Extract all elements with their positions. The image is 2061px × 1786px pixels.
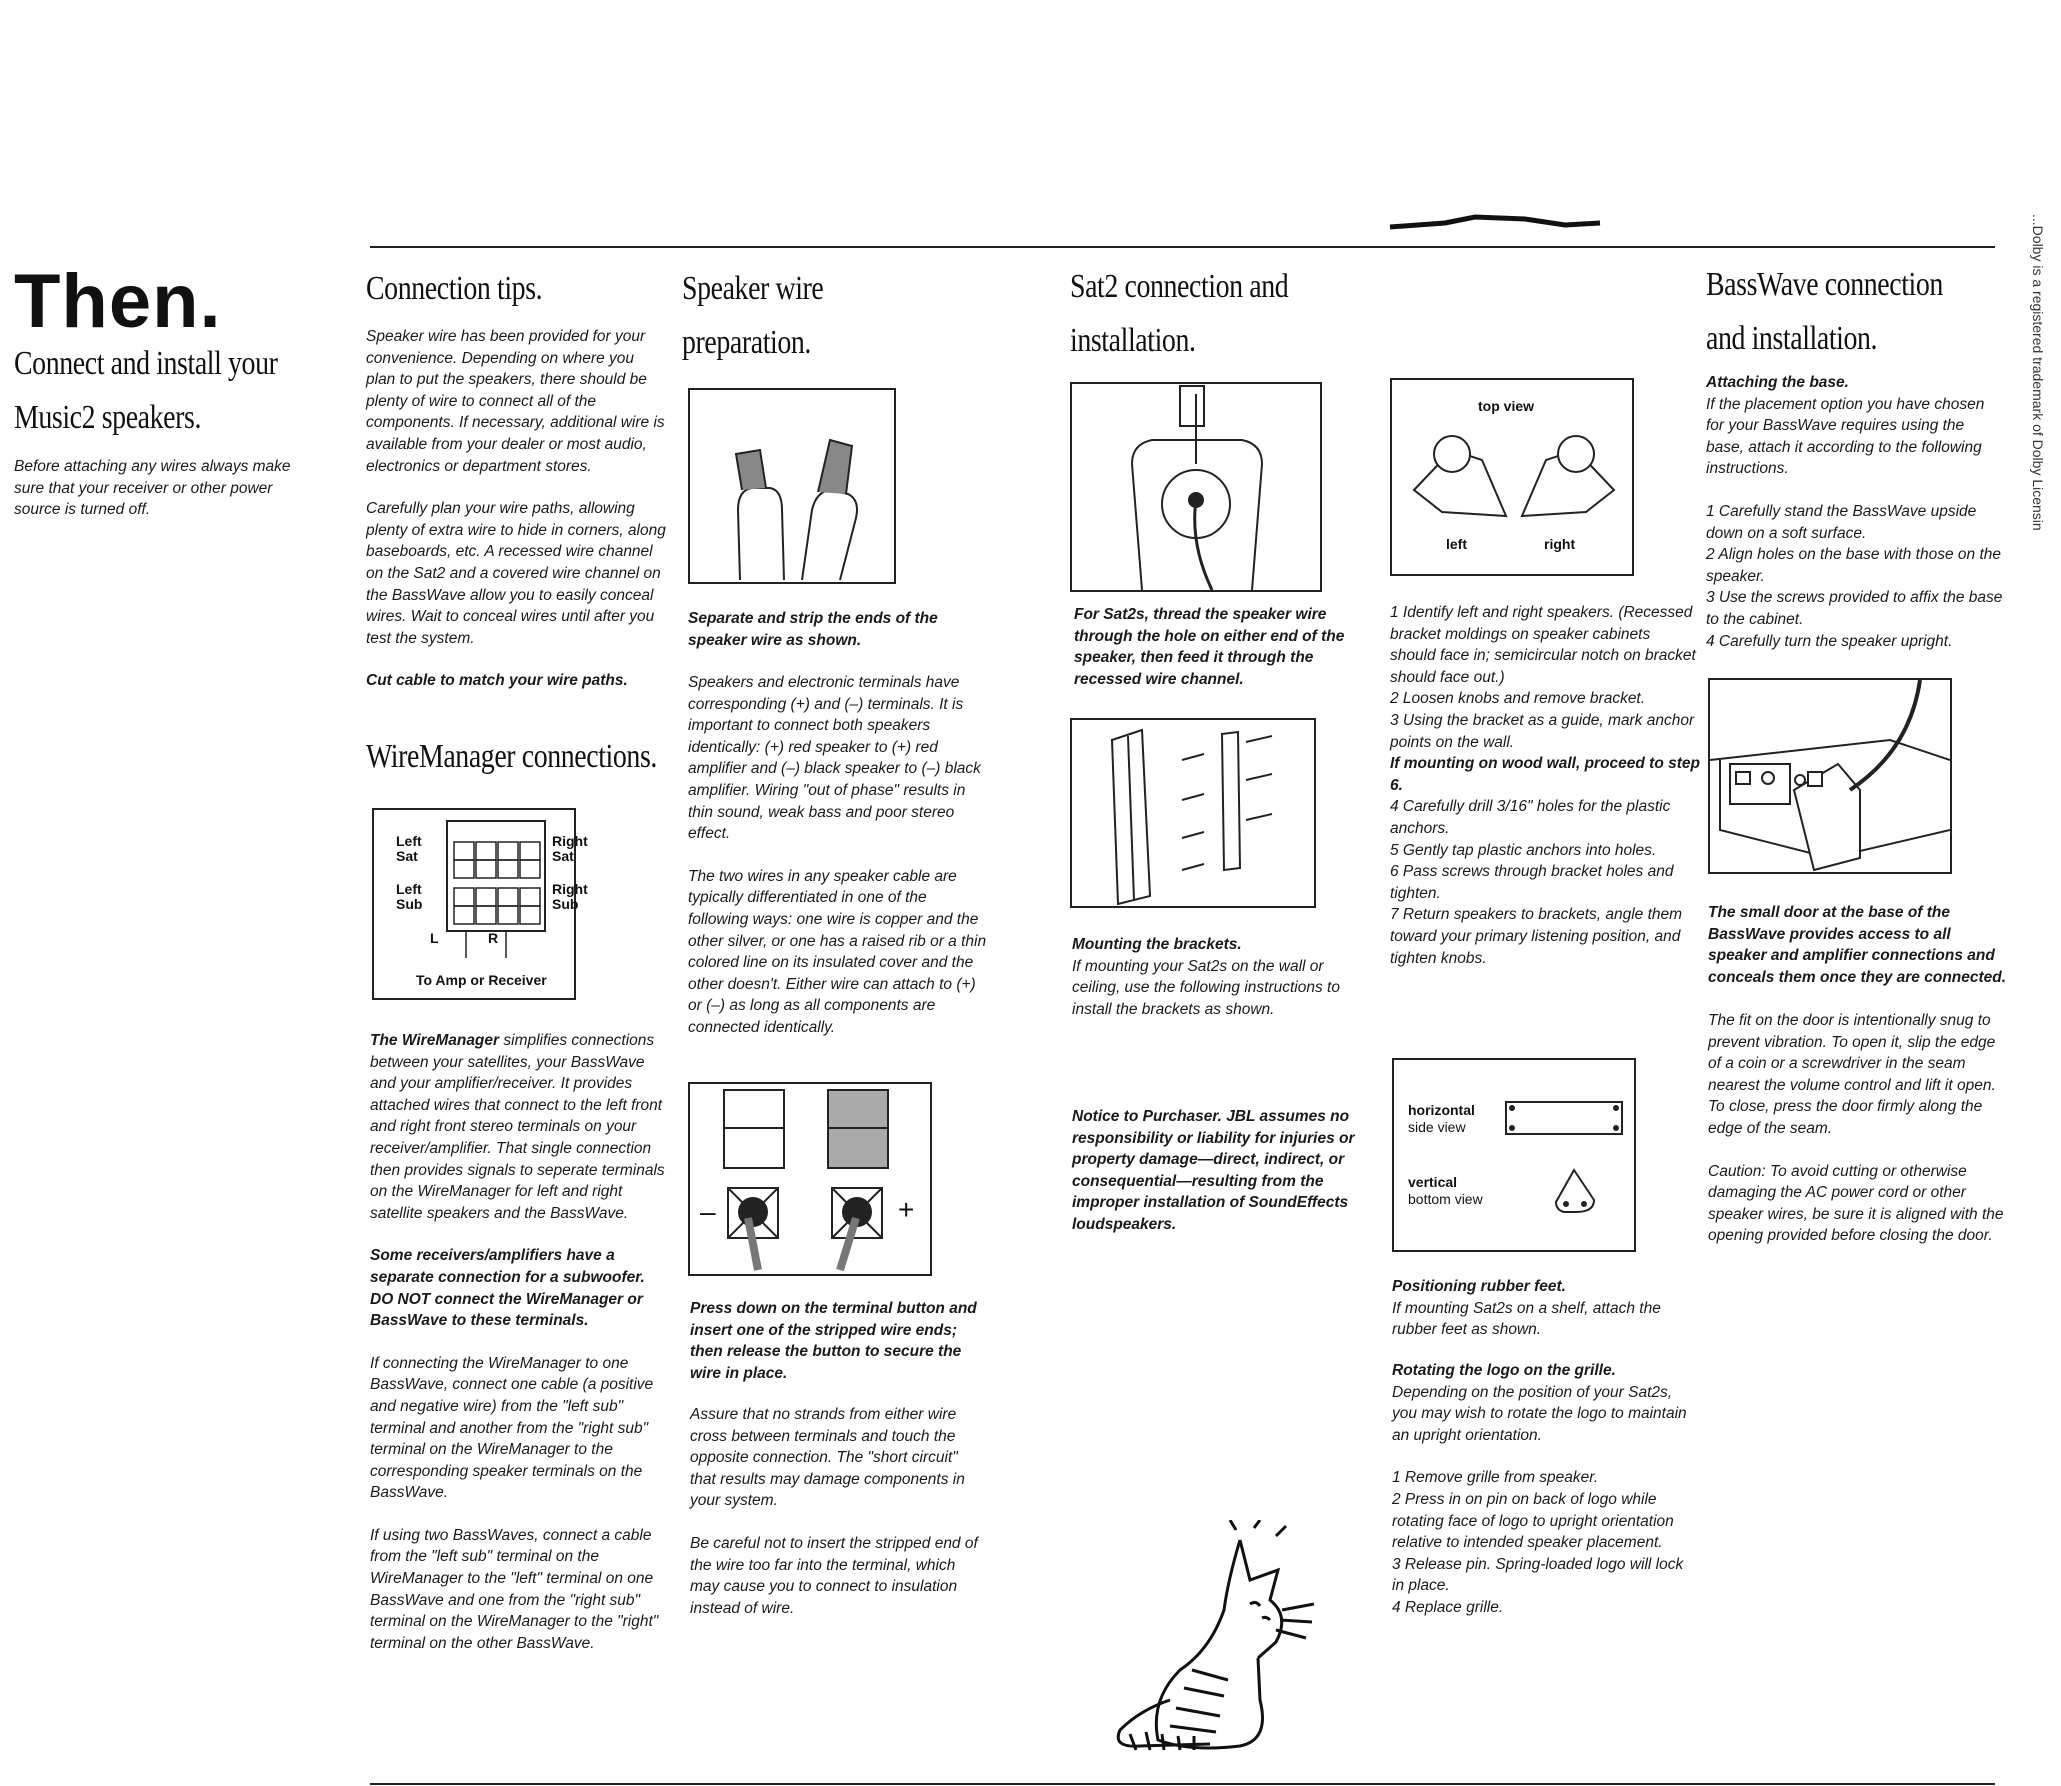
fig-r: R [488,930,499,946]
terminal-figure [688,1082,932,1276]
margin-note: ...Dolby is a registered trademark of Dolby Licensin [2030,214,2046,531]
wiremanager-p2: Some receivers/amplifiers have a separate connection for a subwoofer. DO NOT connect the WireManager or BassWave to these terminals. [370,1247,645,1330]
bottom-rule [370,1783,1995,1785]
wiremanager-diagram [372,808,588,1000]
base-text: If the placement option you have chosen for your BassWave requires using the base, attach it according to the following instructions. [1706,395,1985,478]
sat2-caption2-text: If mounting your Sat2s on the wall or ceiling, use the following instructions to install the brackets as shown. [1072,957,1340,1018]
logo-step-4: 4 Replace grille. [1392,1598,1504,1616]
wiremanager-p3: If connecting the WireManager to one BassWave, connect one cable (a positive and negative wire) from the "left sub" terminal and another from the "right sub" terminal on the WireManager to the corresponding speaker terminals on the BassWave. [370,1354,654,1502]
base-step-3: 3 Use the screws provided to affix the base to the cabinet. [1706,589,2003,628]
sat2-notice: Notice to Purchaser. JBL assumes no responsibility or liability for injuries or property damage—direct, indirect, or consequential—resulting from the improper installation of SoundEffects loudspeakers. [1072,1108,1355,1233]
bracket-graphic [1072,720,1314,906]
speaker-wire-heading-line1: Speaker wire [682,270,824,307]
feet-horizontal: horizontal [1408,1102,1475,1118]
speaker-wire-p2: The two wires in any speaker cable are typically differentiated in one of the following ways: one wire is copper and the other silver, or one has a raised rib or a thin colored line on its insulated cover and the other doesn't. Either wire can attach to (+) or (–) as long as all components are connected identically. [688,867,987,1036]
feet-caption [1392,1276,1702,1341]
basswave-p1: The fit on the door is intentionally snug to prevent vibration. To open it, slip the edge of a coin or a screwdriver in the seam nearest the volume control and lift it open. To close, press the door firmly along the edge of the seam. [1708,1012,1996,1137]
fig-right: right [1544,536,1576,552]
wiremanager-p1-bold: The WireManager [370,1032,500,1049]
connection-tips-p2: Carefully plan your wire paths, allowing plenty of extra wire to hide in corners, along baseboards, etc. A recessed wire channel on the Sat2 and a covered wire channel on the BassWave allow you to easily conceal wires. Wait to conceal wires until after you test the system. [366,500,666,647]
fig-l: L [430,930,439,946]
feet-bottom: bottom view [1408,1191,1483,1207]
step-4: 4 Carefully drill 3/16" holes for the plastic anchors. [1390,798,1671,837]
step-3: 3 Using the bracket as a guide, mark anchor points on the wall. [1390,711,1695,751]
sat2-wire-figure [1070,382,1322,592]
speaker-wire-p1: Speakers and electronic terminals have corresponding (+) and (–) terminals. It is important to connect both speakers identically: (+) red speaker to (+) red amplifier and (–) black speaker to (–) black amplifier. Wiring "out of phase" results in thin sound, weak bass and poor stereo effect. [688,674,981,843]
basswave-heading-line2: and installation. [1706,320,1878,357]
step-1: 1 Identify left and right speakers. (Recessed bracket moldings on speaker cabinets should face in; semicircular notch on bracket should face out.) [1390,604,1696,686]
logo-text: Depending on the position of your Sat2s, you may wish to rotate the logo to maintain an upright orientation. [1392,1383,1687,1444]
fig-amp-label: To Amp or Receiver [416,972,547,988]
step-7: 7 Return speakers to brackets, angle them toward your primary listening position, and tighten knobs. [1390,906,1683,967]
logo-step-3: 3 Release pin. Spring-loaded logo will lock in place. [1392,1555,1684,1595]
feet-head: Positioning rubber feet. [1392,1278,1566,1295]
terminal-graphic [690,1084,930,1274]
feet-text: If mounting Sat2s on a shelf, attach the rubber feet as shown. [1392,1299,1661,1339]
speaker-wire-text1 [688,672,988,1060]
plus-sign: + [898,1194,915,1225]
basswave-p2: Caution: To avoid cutting or otherwise damaging the AC power cord or other speaker wires, be sure it is aligned with the opening provided before closing the door. [1708,1162,2004,1245]
speaker-wire-caption1: Separate and strip the ends of the speaker wire as shown. [688,610,938,649]
connection-tips-text [366,326,666,713]
sat2-caption1: For Sat2s, thread the speaker wire through the hole on either end of the speaker, then feed it through the recessed wire channel. [1074,606,1345,688]
fig-top-view: top view [1478,398,1535,414]
basswave-heading-line1: BassWave connection [1706,266,1943,303]
speaker-wire-heading-line2: preparation. [682,324,811,361]
wiremanager-text [370,1030,668,1675]
logo-head: Rotating the logo on the grille. [1392,1362,1616,1379]
logo-rotation [1392,1360,1692,1619]
wiremanager-heading: WireManager connections. [366,738,657,775]
logo-step-1: 1 Remove grille from speaker. [1392,1469,1599,1487]
connection-tips-p3: Cut cable to match your wire paths. [366,672,628,690]
speaker-wire-caption2: Press down on the terminal button and insert one of the stripped wire ends; then release the button to secure the wire in place. [690,1300,977,1382]
stripped-wire-figure [688,388,896,584]
basswave-door-graphic [1710,680,1950,872]
wiremanager-p1: simplifies connections between your satellites, your BassWave and your amplifier/receiver. It provides attached wires that connect to the left front and right front stereo terminals on your receiver/amplifier. That single connection then provides signals to seperate terminals on the WireManager for left and right satellite speakers and the BassWave. [370,1032,665,1222]
sat2-wire-graphic [1072,384,1320,590]
sat2-heading-line2: installation. [1070,322,1196,359]
bracket-figure [1070,718,1316,908]
fig-left-sat: Left Sat [396,833,422,864]
fig-left-sub: Left Sub [396,881,423,912]
sat2-caption2-bold: Mounting the brackets. [1072,936,1242,953]
speaker-wire-text2 [690,1404,980,1640]
feet-graphic [1504,1100,1628,1220]
sat2-heading-line1: Sat2 connection and [1070,268,1289,305]
top-view-figure [1390,378,1634,576]
intro-subtitle-line1: Connect and install your [14,345,278,382]
minus-sign: – [700,1196,716,1227]
page-title: Then. [14,259,222,344]
base-step-2: 2 Align holes on the base with those on the speaker. [1706,546,2001,585]
basswave-door-figure [1708,678,1952,874]
feet-vertical: vertical [1408,1174,1458,1190]
step-3b: If mounting on wood wall, proceed to step 6. [1390,755,1700,794]
rubber-feet-figure [1392,1058,1636,1252]
step-6: 6 Pass screws through bracket holes and tighten. [1390,863,1674,902]
wiremanager-p4: If using two BassWaves, connect a cable from the "left sub" terminal on the WireManager to the "left" terminal on one BassWave and one from the "right sub" terminal on the WireManager to the "right" terminal on the other BassWave. [370,1526,659,1652]
fig-left: left [1446,536,1467,552]
top-rule [370,246,1995,248]
basswave-caption: The small door at the base of the BassWave provides access to all speaker and amplifier connections and conceals them once they are connected. [1708,904,2007,986]
connection-tips-heading: Connection tips. [366,270,543,307]
intro-warning: Before attaching any wires always make sure that your receiver or other power source is turned off. [14,458,291,519]
speaker-wire-p4: Be careful not to insert the stripped end of the wire too far into the terminal, which may cause you to connect to insulation instead of wire. [690,1534,978,1617]
basswave-text [1708,1010,2004,1268]
stripped-wire-graphic [690,390,894,582]
sat2-caption2 [1072,934,1372,1020]
intro-subtitle-line2: Music2 speakers. [14,399,202,436]
base-step-1: 1 Carefully stand the BassWave upside down on a soft surface. [1706,502,1977,542]
logo-smudge [1385,213,1605,233]
step-5: 5 Gently tap plastic anchors into holes. [1390,841,1657,859]
bracket-steps [1390,602,1700,969]
basswave-base [1706,372,2006,652]
fig-right-sub: Right Sub [552,881,588,912]
top-view-graphic [1402,420,1622,530]
fig-right-sat: Right Sat [552,833,588,864]
logo-step-2: 2 Press in on pin on back of logo while rotating face of logo to upright orientation relative to intended speaker placement. [1392,1490,1674,1552]
base-step-4: 4 Carefully turn the speaker upright. [1706,632,1953,650]
step-2: 2 Loosen knobs and remove bracket. [1390,690,1646,708]
speaker-wire-p3: Assure that no strands from either wire cross between terminals and touch the opposite connection. The "short circuit" that results may damage components in your system. [690,1406,965,1510]
cat-illustration [1100,1520,1340,1760]
feet-side: side view [1408,1119,1466,1135]
connection-tips-p1: Speaker wire has been provided for your convenience. Depending on where you plan to put the speakers, there should be plenty of wire to connect all of the components. If necessary, additional wire is available from your dealer or most audio, electronics or department stores. [366,328,665,475]
base-head: Attaching the base. [1706,374,1849,391]
